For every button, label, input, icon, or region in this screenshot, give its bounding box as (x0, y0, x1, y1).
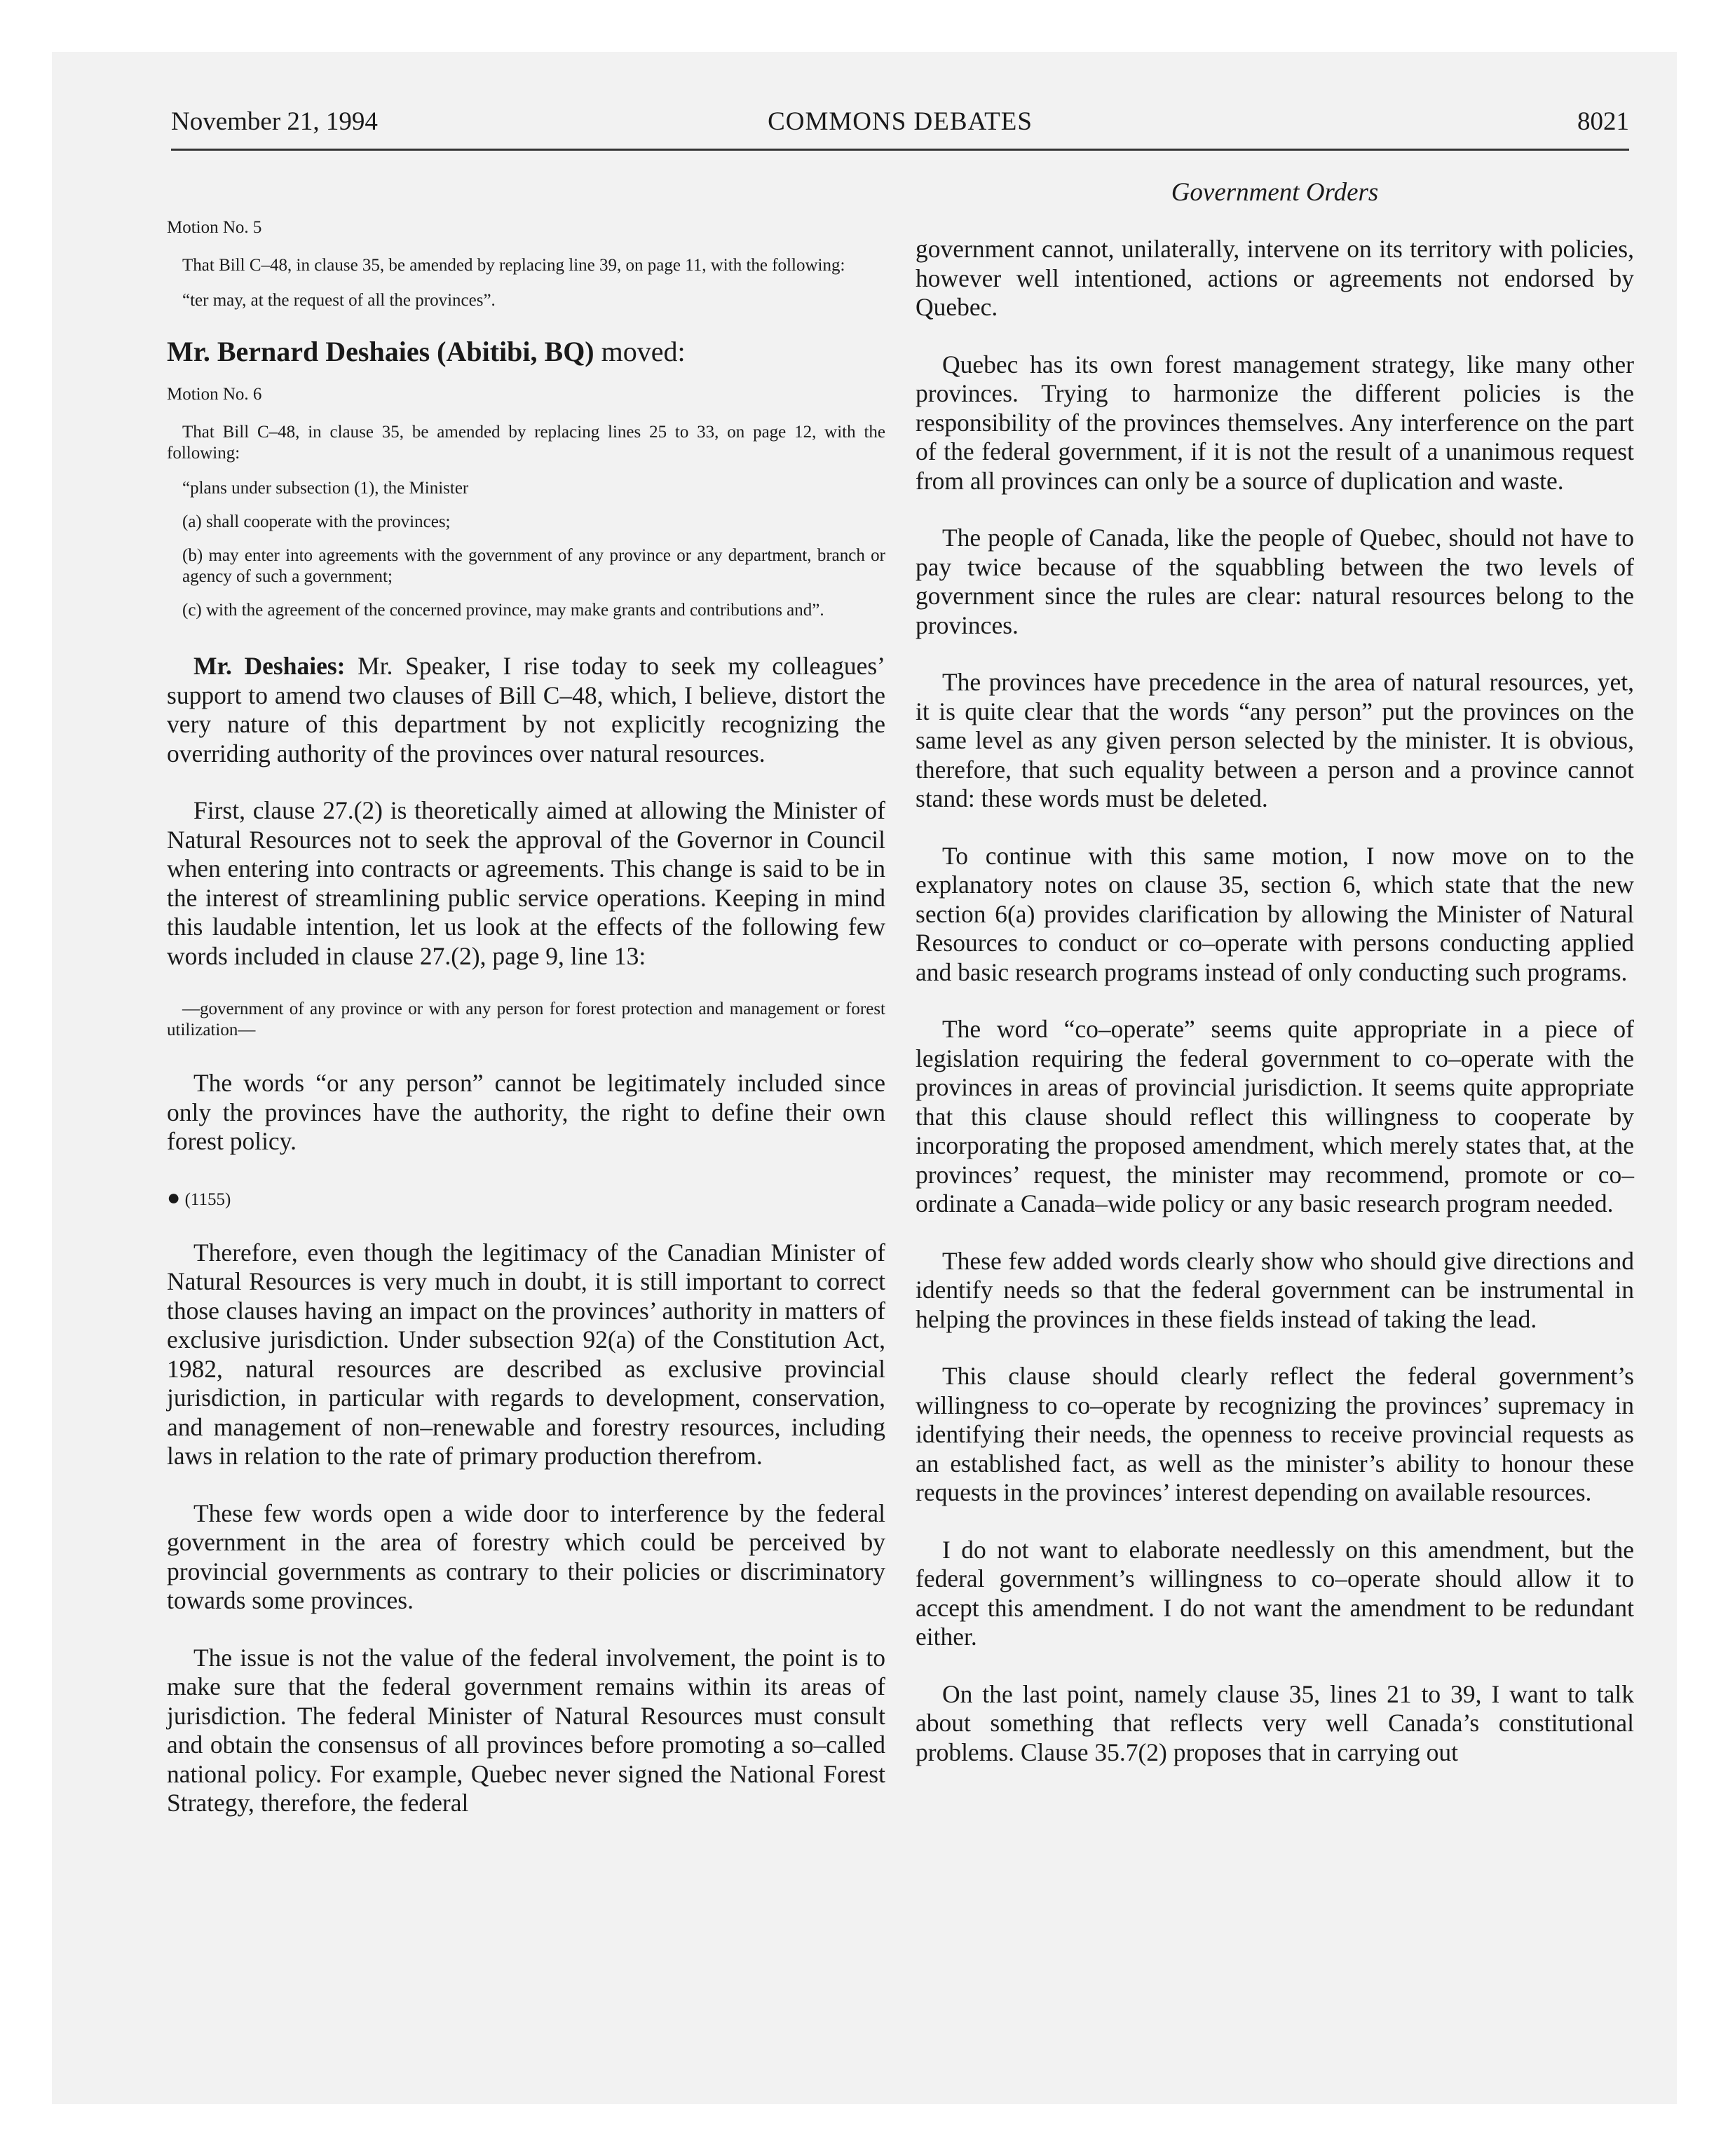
block-quote: —government of any province or with any person for forest protection and management or forest utilization— (167, 999, 885, 1039)
motion-6-line: (b) may enter into agreements with the government of any province or any department, branch or agency of such a government; (182, 546, 885, 586)
paragraph: I do not want to elaborate needlessly on this amendment, but the federal government’s willingness to co–operate should allow it to accept this amendment. I do not want the amendment to be redundant either. (916, 1535, 1634, 1651)
motion-5-title: Motion No. 5 (167, 218, 262, 237)
paragraph: The issue is not the value of the federal involvement, the point is to make sure that the federal government remains within its areas of jurisdiction. The federal Minister of Natural Resources must consult and obtain the consensus of all provinces before promoting a so–called national policy. For example, Quebec never signed the National Forest Strategy, therefore, the federal (167, 1643, 885, 1817)
timestamp-text: (1155) (184, 1189, 231, 1209)
paragraph: This clause should clearly reflect the federal government’s willingness to co–operate by recognizing the provinces’ supremacy in identifying their needs, the openness to receive provincial requests as an established fact, as well as the minister’s ability to honour these requests in the provinces’ interest depending on available resources. (916, 1362, 1634, 1506)
left-column (167, 175, 885, 1846)
paragraph: To continue with this same motion, I now move on to the explanatory notes on clause 35, section 6, which state that the new section 6(a) provides clarification by allowing the Minister of Natural Resources to conduct or co–operate with persons conducting applied and basic research programs instead of only conducting such programs. (916, 841, 1634, 986)
header-page-number: 8021 (1577, 107, 1629, 136)
header-title: COMMONS DEBATES (768, 107, 1033, 136)
paragraph: These few words open a wide door to interference by the federal government in the area of forestry which could be perceived by provincial governments as contrary to their policies or discriminatory towards some provinces. (167, 1499, 885, 1614)
motion-6-line: (c) with the agreement of the concerned province, may make grants and contributions and”. (182, 601, 824, 620)
paragraph: Therefore, even though the legitimacy of the Canadian Minister of Natural Resources is very much in doubt, it is still important to correct those clauses having an impact on the provinces’ authority in matters of exclusive jurisdiction. Under subsection 92(a) of the Constitution Act, 1982, natural resources are described as exclusive provincial jurisdiction, in particular with regards to development, conservation, and management of non–renewable and forestry resources, including laws in relation to the rate of primary production therefrom. (167, 1238, 885, 1470)
paragraph: On the last point, namely clause 35, lines 21 to 39, I want to talk about something that reflects very well Canada’s constitutional problems. Clause 35.7(2) proposes that in carrying out (916, 1679, 1634, 1766)
paragraph: These few added words clearly show who should give directions and identify needs so that the federal government can be instrumental in helping the provinces in these fields instead of taking the lead. (916, 1246, 1634, 1333)
bullet-icon: ● (167, 1184, 181, 1210)
header-date: November 21, 1994 (171, 107, 378, 136)
right-column (916, 172, 1634, 1795)
motion-5-quote: “ter may, at the request of all the provinces”. (182, 291, 496, 310)
paragraph: Quebec has its own forest management strategy, like many other provinces. Trying to harmonize the different policies is the responsibility of the provinces themselves. Any interference on the part of the federal government, if it is not the result of a unanimous request from all provinces can only be a source of duplication and waste. (916, 350, 1634, 495)
paragraph-text: Mr. Speaker, I rise today to seek my colleagues’ support to amend two clauses of Bill C–48, which, I believe, distort the very nature of this department by not explicitly recognizing the overriding authority of the provinces over natural resources. (167, 652, 885, 767)
motion-6-line: (a) shall cooperate with the provinces; (182, 512, 451, 531)
paragraph: The words “or any person” cannot be legitimately included since only the provinces have the authority, the right to define their own forest policy. (167, 1069, 885, 1155)
paragraph: The provinces have precedence in the area of natural resources, yet, it is quite clear that the words “any person” put the provinces on the same level as any given person selected by the minister. It is obvious, therefore, that such equality between a person and a province cannot stand: these words must be deleted. (916, 668, 1634, 812)
mover-name: Mr. Bernard Deshaies (Abitibi, BQ) (167, 336, 594, 367)
section-label: Government Orders (1171, 178, 1379, 207)
paragraph: government cannot, unilaterally, intervene on its territory with policies, however well intentioned, actions or agreements not endorsed by Quebec. (916, 235, 1634, 321)
motion-6-line: “plans under subsection (1), the Minister (182, 479, 469, 498)
paragraph (167, 652, 885, 768)
motion-6-text: That Bill C–48, in clause 35, be amended by replacing lines 25 to 33, on page 12, with the following: (167, 423, 885, 463)
mover-verb: moved: (594, 336, 686, 367)
motion-6-title: Motion No. 6 (167, 385, 262, 404)
speaker-name: Mr. Deshaies: (193, 652, 346, 680)
paragraph: First, clause 27.(2) is theoretically aimed at allowing the Minister of Natural Resources not to seek the approval of the Governor in Council when entering into contracts or agreements. This change is said to be in the interest of streamlining public service operations. Keeping in mind this laudable intention, let us look at the effects of the following few words included in clause 27.(2), page 9, line 13: (167, 796, 885, 970)
mover-line (167, 335, 885, 369)
page-header (171, 107, 1629, 151)
motion-5-text: That Bill C–48, in clause 35, be amended by replacing line 39, on page 11, with the following: (182, 256, 845, 275)
paragraph: The people of Canada, like the people of Quebec, should not have to pay twice because of the squabbling between the two levels of government since the rules are clear: natural resources belong to the provinces. (916, 524, 1634, 639)
timestamp (167, 1185, 885, 1210)
paragraph: The word “co–operate” seems quite appropriate in a piece of legislation requiring the federal government to co–operate with the provinces in areas of provincial jurisdiction. It seems quite appropriate that this clause should reflect this willingness to cooperate by incorporating the proposed amendment, which merely states that, at the provinces’ request, the minister may recommend, promote or co–ordinate a Canada–wide policy or any basic research program needed. (916, 1015, 1634, 1217)
